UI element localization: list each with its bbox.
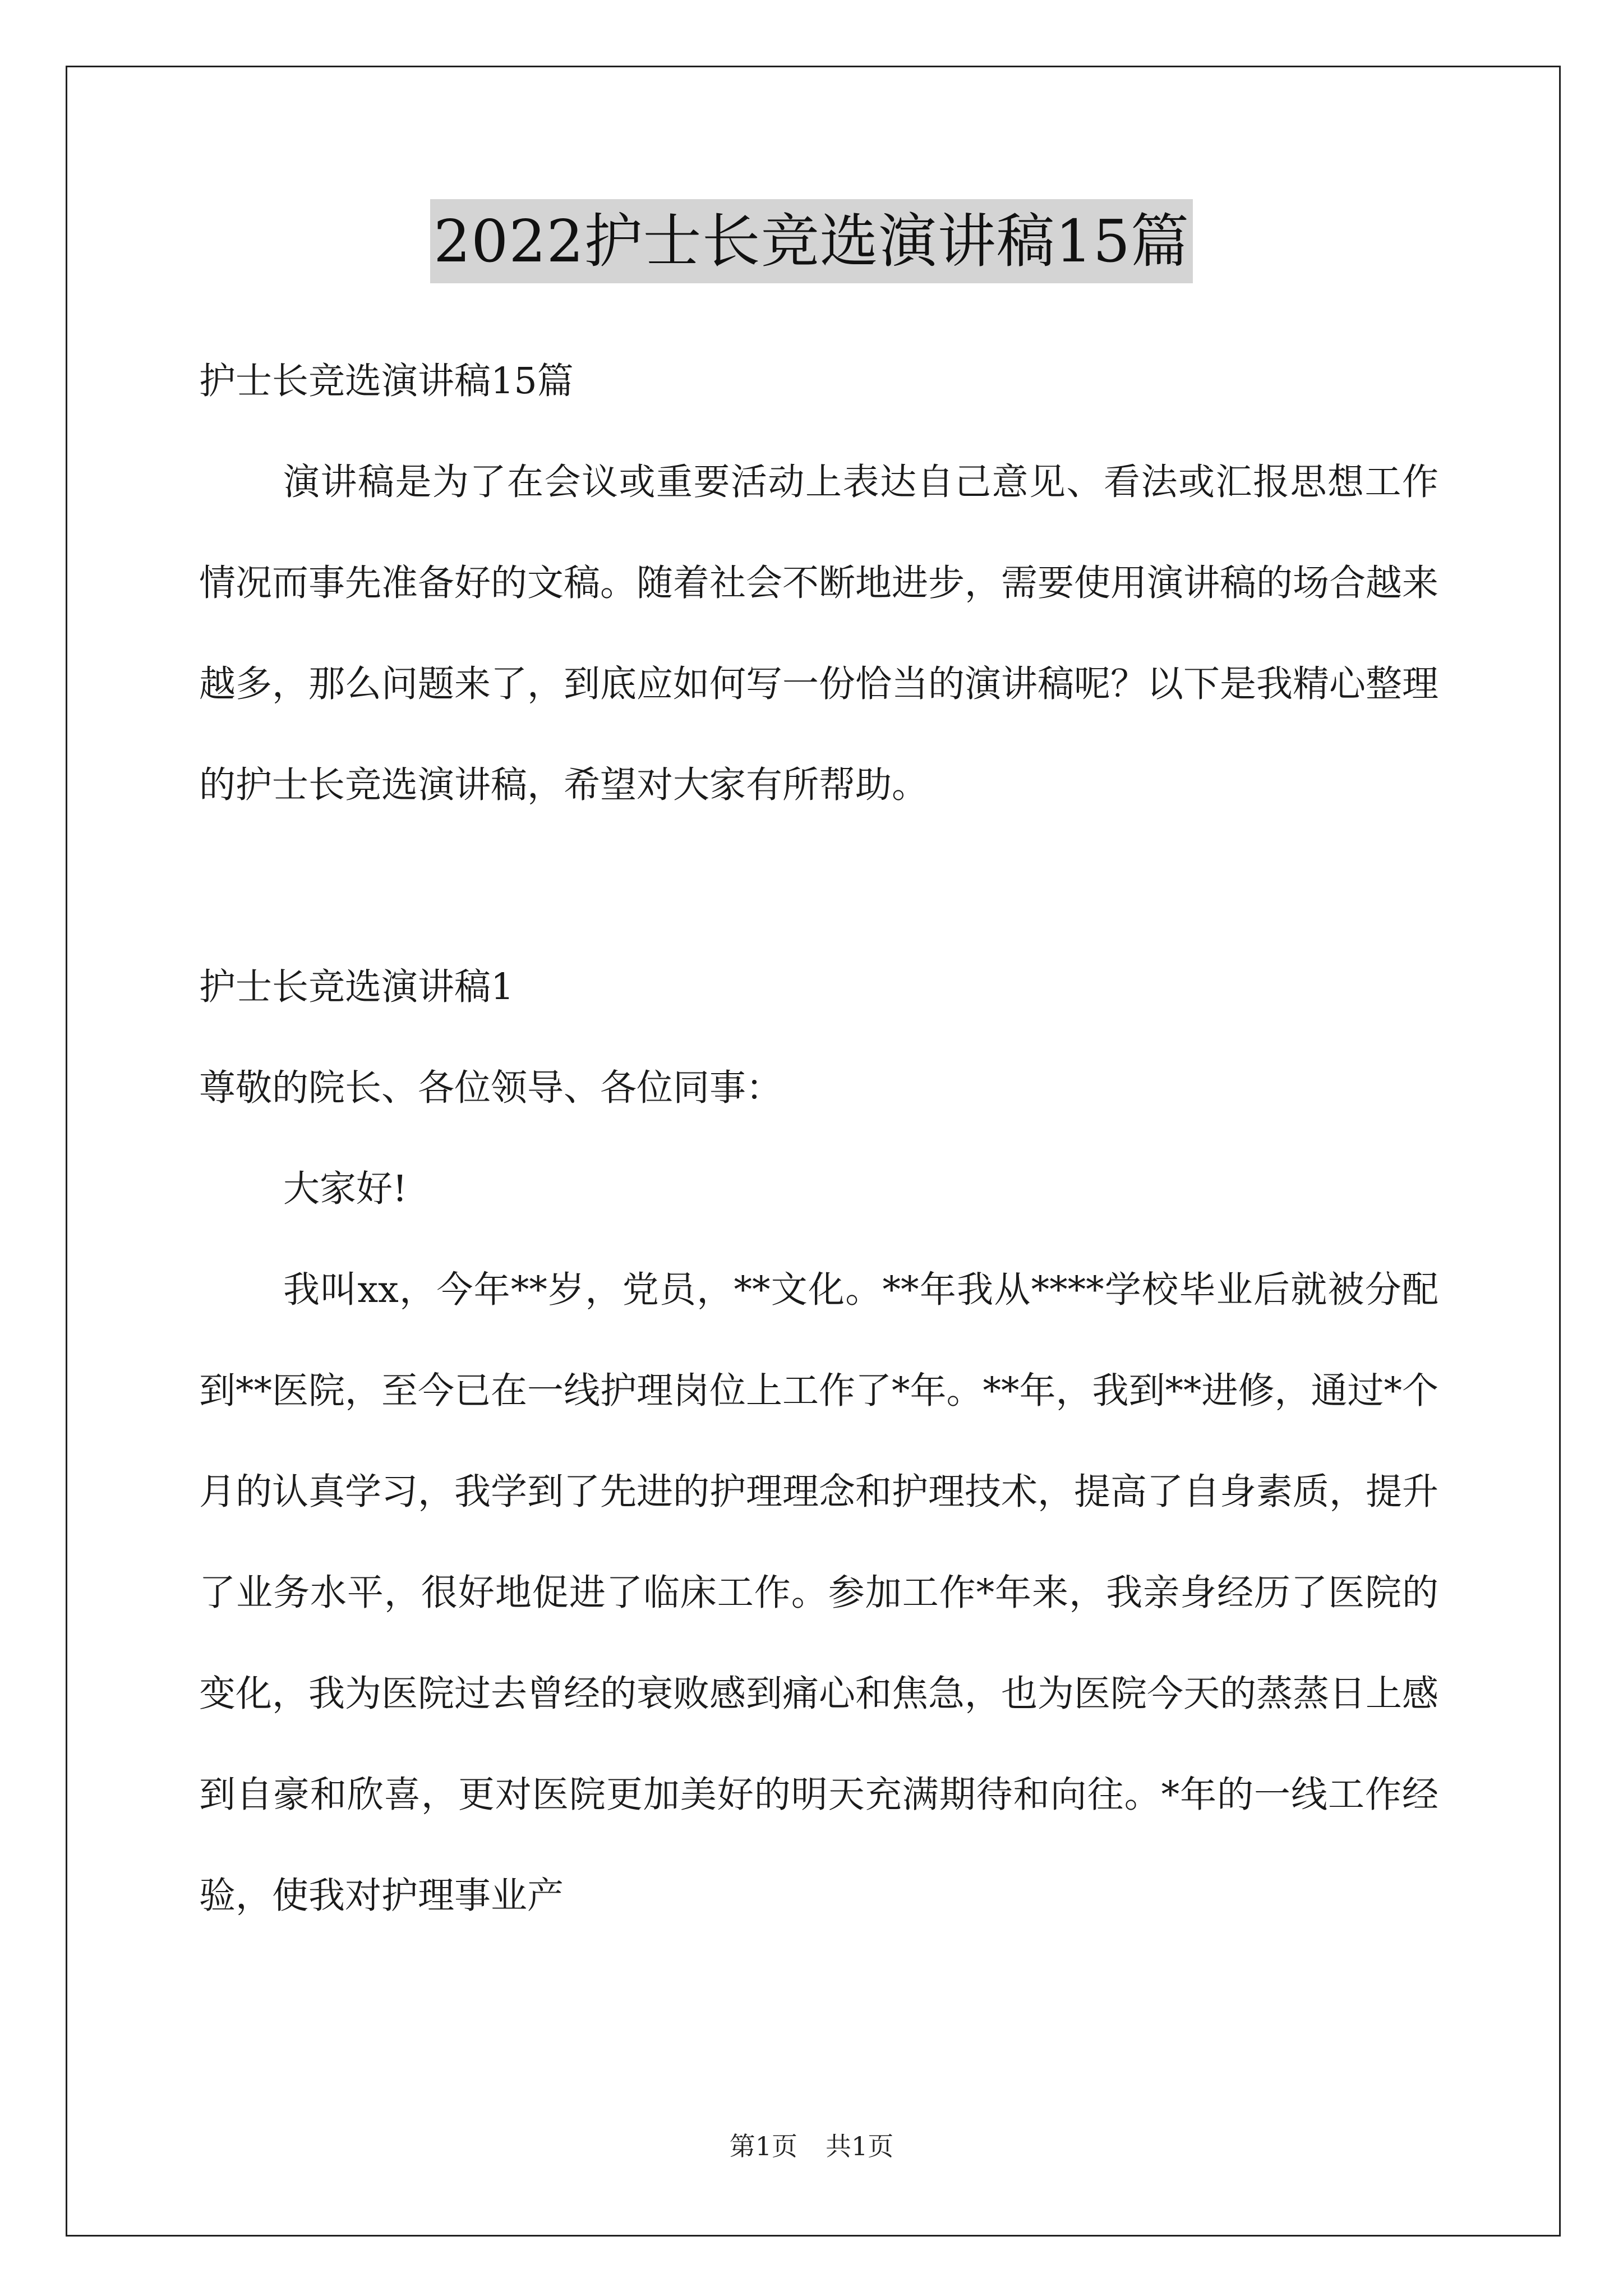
- document-body: [199, 331, 1438, 1947]
- salutation: 尊敬的院长、各位领导、各位同事：: [199, 1067, 783, 1109]
- page-footer: [0, 2126, 1623, 2163]
- page-number-total: 共1页: [826, 2131, 894, 2161]
- page-number-current: 第1页: [729, 2131, 797, 2161]
- greeting: 大家好!: [283, 1168, 408, 1210]
- subtitle: 护士长竞选演讲稿15篇: [199, 360, 574, 402]
- section-heading: 护士长竞选演讲稿1: [199, 966, 514, 1008]
- paragraph-spacer: [199, 836, 1438, 937]
- body-paragraph: 我叫xx，今年**岁，党员，**文化。**年我从****学校毕业后就被分配到**医院，至今已在一线护理岗位上工作了*年。**年，我到**进修，通过*个月的认真学习，我学到了先进的护理理念和护理技术，提高了自身素质，提升了业务水平，很好地促进了临床工作。参加工作*年来，我亲身经历了医院的变化，我为医院过去曾经的衰败感到痛心和焦急，也为医院今天的蒸蒸日上感到自豪和欣喜，更对医院更加美好的明天充满期待和向往。*年的一线工作经验，使我对护理事业产: [199, 1269, 1439, 1917]
- title-container: [0, 199, 1623, 283]
- document-title: 2022护士长竞选演讲稿15篇: [430, 199, 1193, 283]
- intro-paragraph: 演讲稿是为了在会议或重要活动上表达自己意见、看法或汇报思想工作情况而事先准备好的文稿。随着社会不断地进步，需要使用演讲稿的场合越来越多，那么问题来了，到底应如何写一份恰当的演讲稿呢？以下是我精心整理的护士长竞选演讲稿，希望对大家有所帮助。: [199, 461, 1439, 806]
